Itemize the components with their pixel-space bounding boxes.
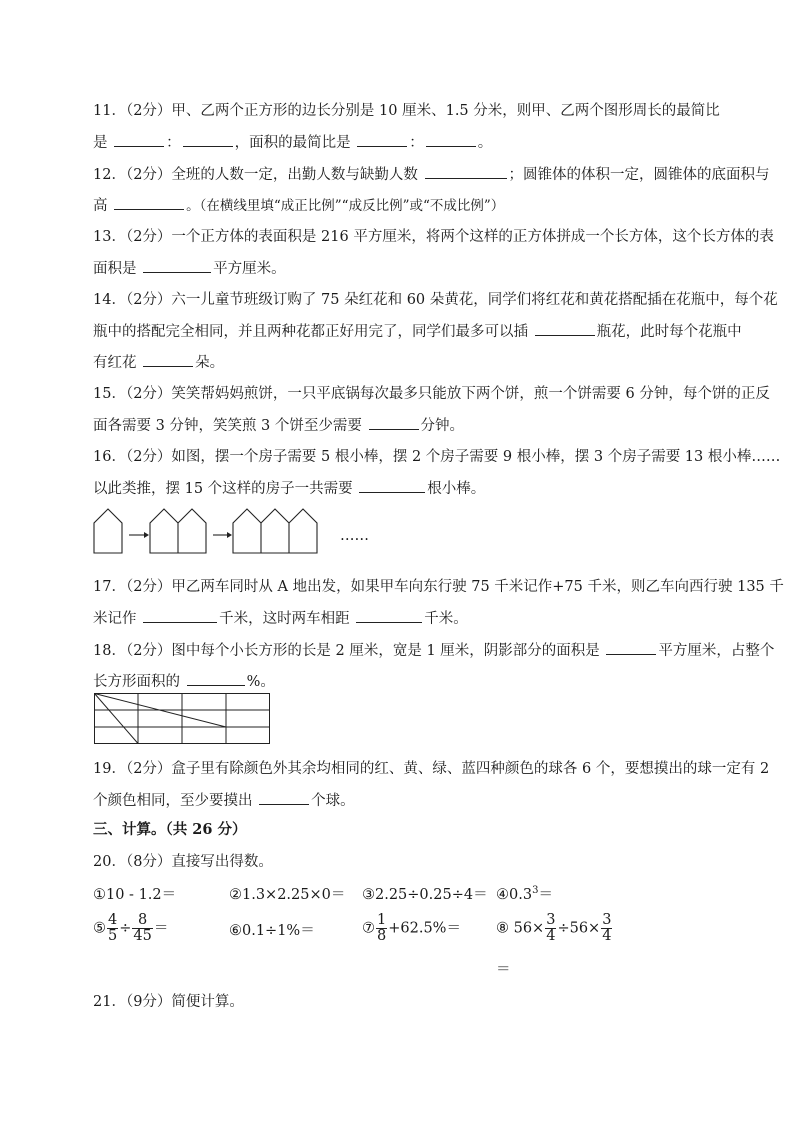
q18-text: 18．（2分）图中每个小长方形的长是 2 厘米，宽是 1 厘米，阴影部分的面积是: [93, 643, 605, 659]
q11-text: ，面积的最简比是: [234, 135, 356, 151]
arrowhead-icon: [227, 532, 232, 538]
q14-text: 14．（2分）六一儿童节班级订购了 75 朵红花和 60 朵黄花，同学们将红花和黄花搭配插在花瓶中，每个花: [93, 292, 778, 308]
q17-line-2: [93, 608, 468, 629]
q13-text: 13．（2分）一个正方体的表面积是 216 平方厘米，将两个这样的正方体拼成一个长方体，这个长方体的表: [93, 229, 774, 245]
expr-5: [93, 913, 168, 944]
fraction: [376, 913, 387, 944]
answer-blank[interactable]: [114, 195, 184, 210]
q19-text: 个球。: [311, 793, 355, 809]
q18-text: 平方厘米，占整个: [658, 643, 775, 659]
answer-blank[interactable]: [359, 478, 425, 493]
arrowhead-icon: [144, 532, 149, 538]
answer-blank[interactable]: [259, 790, 309, 805]
q13-line-1: [93, 227, 774, 247]
q16-text: 以此类推，摆 15 个这样的房子一共需要: [93, 481, 358, 497]
denominator: 45: [133, 928, 152, 944]
q11-text: 是: [93, 135, 113, 151]
answer-blank[interactable]: [357, 132, 407, 147]
q19-line-2: [93, 790, 355, 811]
expr-4-exponent: 3: [532, 885, 539, 897]
q14-text: 瓶花，此时每个花瓶中: [596, 324, 742, 340]
shade-boundary-line: [95, 694, 139, 744]
q15-text: 面各需要 3 分钟，笑笑煎 3 个饼至少需要: [93, 418, 367, 434]
answer-blank[interactable]: [143, 608, 217, 623]
numerator: 1: [377, 912, 387, 928]
answer-blank[interactable]: [369, 415, 419, 430]
q14-text: 瓶中的搭配完全相同，并且两种花都正好用完了，同学们最多可以插: [93, 324, 533, 340]
expr-7-marker: ⑦: [362, 920, 375, 937]
q11-text: 11．（2分）甲、乙两个正方形的边长分别是 10 厘米、1.5 分米，则甲、乙两个图形周长的最简比: [93, 103, 720, 119]
expr-7-rest: +62.5%＝: [388, 920, 461, 937]
q13-text: 平方厘米。: [213, 261, 286, 277]
numerator: 3: [546, 912, 556, 928]
q18-line-2: [93, 671, 275, 692]
house-shape: [150, 509, 206, 553]
expr-8-mid: ÷56×: [557, 920, 601, 937]
answer-blank[interactable]: [143, 258, 211, 273]
q11-line-1: [93, 101, 720, 121]
q18-line-1: [93, 640, 774, 661]
q12-text: ；圆锥体的体积一定，圆锥体的底面积与: [508, 167, 770, 183]
expr-7: [362, 913, 461, 944]
q18-text: 长方形面积的: [93, 674, 185, 690]
q11-line-2: [93, 132, 492, 153]
continuation-dots: ……: [340, 528, 369, 544]
q17-line-1: [93, 577, 784, 597]
denominator: 4: [602, 928, 612, 944]
answer-blank[interactable]: [183, 132, 233, 147]
answer-blank[interactable]: [426, 132, 476, 147]
numerator: 4: [108, 912, 118, 928]
q15-line-2: [93, 415, 464, 436]
rectangle-grid-figure: [94, 693, 274, 743]
operator: ÷: [119, 920, 132, 937]
answer-blank[interactable]: [187, 671, 245, 686]
fraction: [545, 913, 556, 944]
expr-8-start: ⑧ 56×: [496, 920, 545, 937]
q12-text: 12．（2分）全班的人数一定，出勤人数与缺勤人数: [93, 167, 423, 183]
numerator: 3: [602, 912, 612, 928]
q16-text: 根小棒。: [427, 481, 486, 497]
expr-4-base: ④0.3: [496, 887, 533, 903]
denominator: 5: [108, 928, 118, 944]
answer-blank[interactable]: [425, 164, 507, 179]
q12-line-2: [93, 195, 504, 216]
q18-text: %。: [246, 674, 275, 690]
equals: ＝: [153, 920, 169, 937]
expr-5-marker: ⑤: [93, 920, 106, 937]
q17-text: 米记作: [93, 611, 142, 627]
q16-text: 16．（2分）如图，摆一个房子需要 5 根小棒，摆 2 个房子需要 9 根小棒，摆 3 个房子需要 13 根小棒……: [93, 449, 781, 465]
answer-blank[interactable]: [606, 640, 656, 655]
expr-8-equals: ＝: [496, 962, 511, 978]
houses-figure: [93, 505, 333, 555]
q17-text: 17．（2分）甲乙两车同时从 A 地出发，如果甲车向东行驶 75 千米记作+75 千米，则乙车向西行驶 135 千: [93, 579, 784, 595]
fraction: [132, 913, 152, 944]
q11-colon: ：: [409, 135, 424, 151]
expr-2: ②1.3×2.25×0＝: [229, 887, 346, 903]
q11-text: 。: [477, 135, 493, 151]
q15-line-1: [93, 384, 770, 404]
expr-6: ⑥0.1÷1%＝: [229, 923, 315, 939]
expr-3: ③2.25÷0.25÷4＝: [362, 887, 488, 903]
expr-1: ①10 - 1.2＝: [93, 887, 177, 903]
q19-line-1: [93, 759, 769, 779]
answer-blank[interactable]: [356, 608, 422, 623]
q12-text: 高: [93, 198, 113, 214]
q16-line-2: [93, 478, 485, 499]
house-shape: [94, 509, 122, 553]
fraction: [107, 913, 118, 944]
q12-line-1: [93, 164, 770, 185]
q14-line-2: [93, 321, 742, 342]
answer-blank[interactable]: [535, 321, 595, 336]
expr-4-eq: ＝: [538, 887, 553, 903]
q11-colon: ：: [166, 135, 181, 151]
q13-text: 面积是: [93, 261, 142, 277]
q14-line-3: [93, 352, 224, 373]
q19-text: 19．（2分）盒子里有除颜色外其余均相同的红、黄、绿、蓝四种颜色的球各 6 个，要想摸出的球一定有 2: [93, 761, 770, 777]
q21-title: 21．（9分）简便计算。: [93, 994, 244, 1010]
denominator: 4: [546, 928, 556, 944]
q14-text: 有红花: [93, 355, 142, 371]
fraction: [601, 913, 612, 944]
house-shape: [233, 509, 317, 553]
q16-line-1: [93, 447, 780, 467]
q12-text: 。（在横线里填“成正比例”“成反比例”或“不成比例”）: [186, 198, 505, 214]
q19-text: 个颜色相同，至少要摸出: [93, 793, 258, 809]
section-heading: 三、计算。（共 26 分）: [93, 821, 247, 838]
denominator: 8: [377, 928, 387, 944]
q14-line-1: [93, 290, 778, 310]
q14-text: 朵。: [195, 355, 225, 371]
q20-title: 20．（8分）直接写出得数。: [93, 854, 273, 870]
q17-text: 千米。: [424, 611, 468, 627]
answer-blank[interactable]: [114, 132, 164, 147]
q13-line-2: [93, 258, 286, 279]
numerator: 8: [132, 913, 152, 929]
q15-text: 15．（2分）笑笑帮妈妈煎饼，一只平底锅每次最多只能放下两个饼，煎一个饼需要 6 分钟，每个饼的正反: [93, 386, 770, 402]
expr-8: [496, 913, 613, 944]
q15-text: 分钟。: [420, 418, 464, 434]
answer-blank[interactable]: [143, 352, 193, 367]
q17-text: 千米，这时两车相距: [219, 611, 355, 627]
expr-4: [496, 883, 553, 904]
